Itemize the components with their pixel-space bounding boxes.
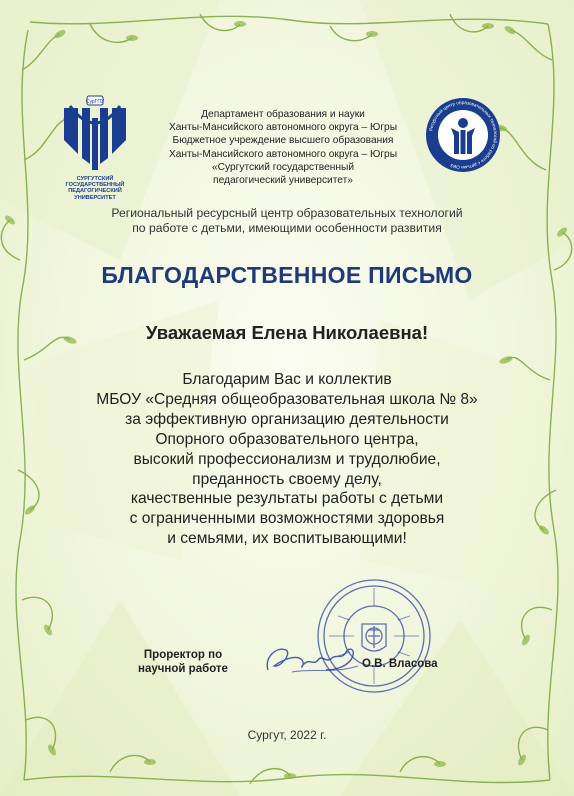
greeting: Уважаемая Елена Николаевна! xyxy=(145,322,429,343)
left-logo-caption: СУРГУТСКИЙ ГОСУДАРСТВЕННЫЙ ПЕДАГОГИЧЕСКИЙ УНИВЕРСИТЕТ xyxy=(65,176,125,201)
body-line: Опорного образовательного центра, xyxy=(155,430,419,448)
handwritten-signature-icon xyxy=(262,640,362,680)
header-line: Ханты-Мансийского автономного округа – Югры xyxy=(168,148,398,160)
right-logo-ring-text: Ресурсный центр образовательных технологий по работе с детьми ОВЗ xyxy=(428,99,499,171)
signer-name: О.В. Власова xyxy=(362,658,438,670)
body-line: за эффективную организацию деятельности xyxy=(125,410,449,428)
header-line: Департамент образования и науки xyxy=(201,109,365,120)
header-line: «Сургутский государственный xyxy=(211,161,355,173)
header-line: Бюджетное учреждение высшего образования xyxy=(172,135,394,147)
resource-center-emblem-icon xyxy=(424,96,502,174)
body-line: качественные результаты работы с детьми xyxy=(130,490,444,508)
header-line: Ханты-Мансийского автономного округа – Югры xyxy=(168,122,398,134)
signer-title xyxy=(128,648,238,676)
body-line: Благодарим Вас и коллектив xyxy=(182,371,392,388)
center-line: Региональный ресурсный центр образовательных технологий xyxy=(111,206,463,220)
body-line: МБОУ «Средняя общеобразовательная школа № 8» xyxy=(96,390,478,408)
signer-title-line: научной работе xyxy=(138,663,228,675)
body-text xyxy=(0,370,574,549)
signer-title-line: Проректор по xyxy=(143,649,223,661)
body-line: высокий профессионализм и трудолюбие, xyxy=(133,450,441,468)
center-subtitle xyxy=(0,206,574,236)
header-line: педагогический университет» xyxy=(213,175,353,187)
document-title: БЛАГОДАРСТВЕННОЕ ПИСЬМО xyxy=(101,262,473,288)
header-organization xyxy=(138,108,428,187)
logo-badge-text: СурГПУ xyxy=(85,99,105,105)
place-date: Сургут, 2022 г. xyxy=(247,728,327,742)
body-line: и семьями, их воспитывающими! xyxy=(167,530,407,548)
body-line: преданность своему делу, xyxy=(192,470,382,488)
body-line: с ограниченными возможностями здоровья xyxy=(129,510,445,528)
center-line: по работе с детьми, имеющими особенности развития xyxy=(132,221,442,235)
